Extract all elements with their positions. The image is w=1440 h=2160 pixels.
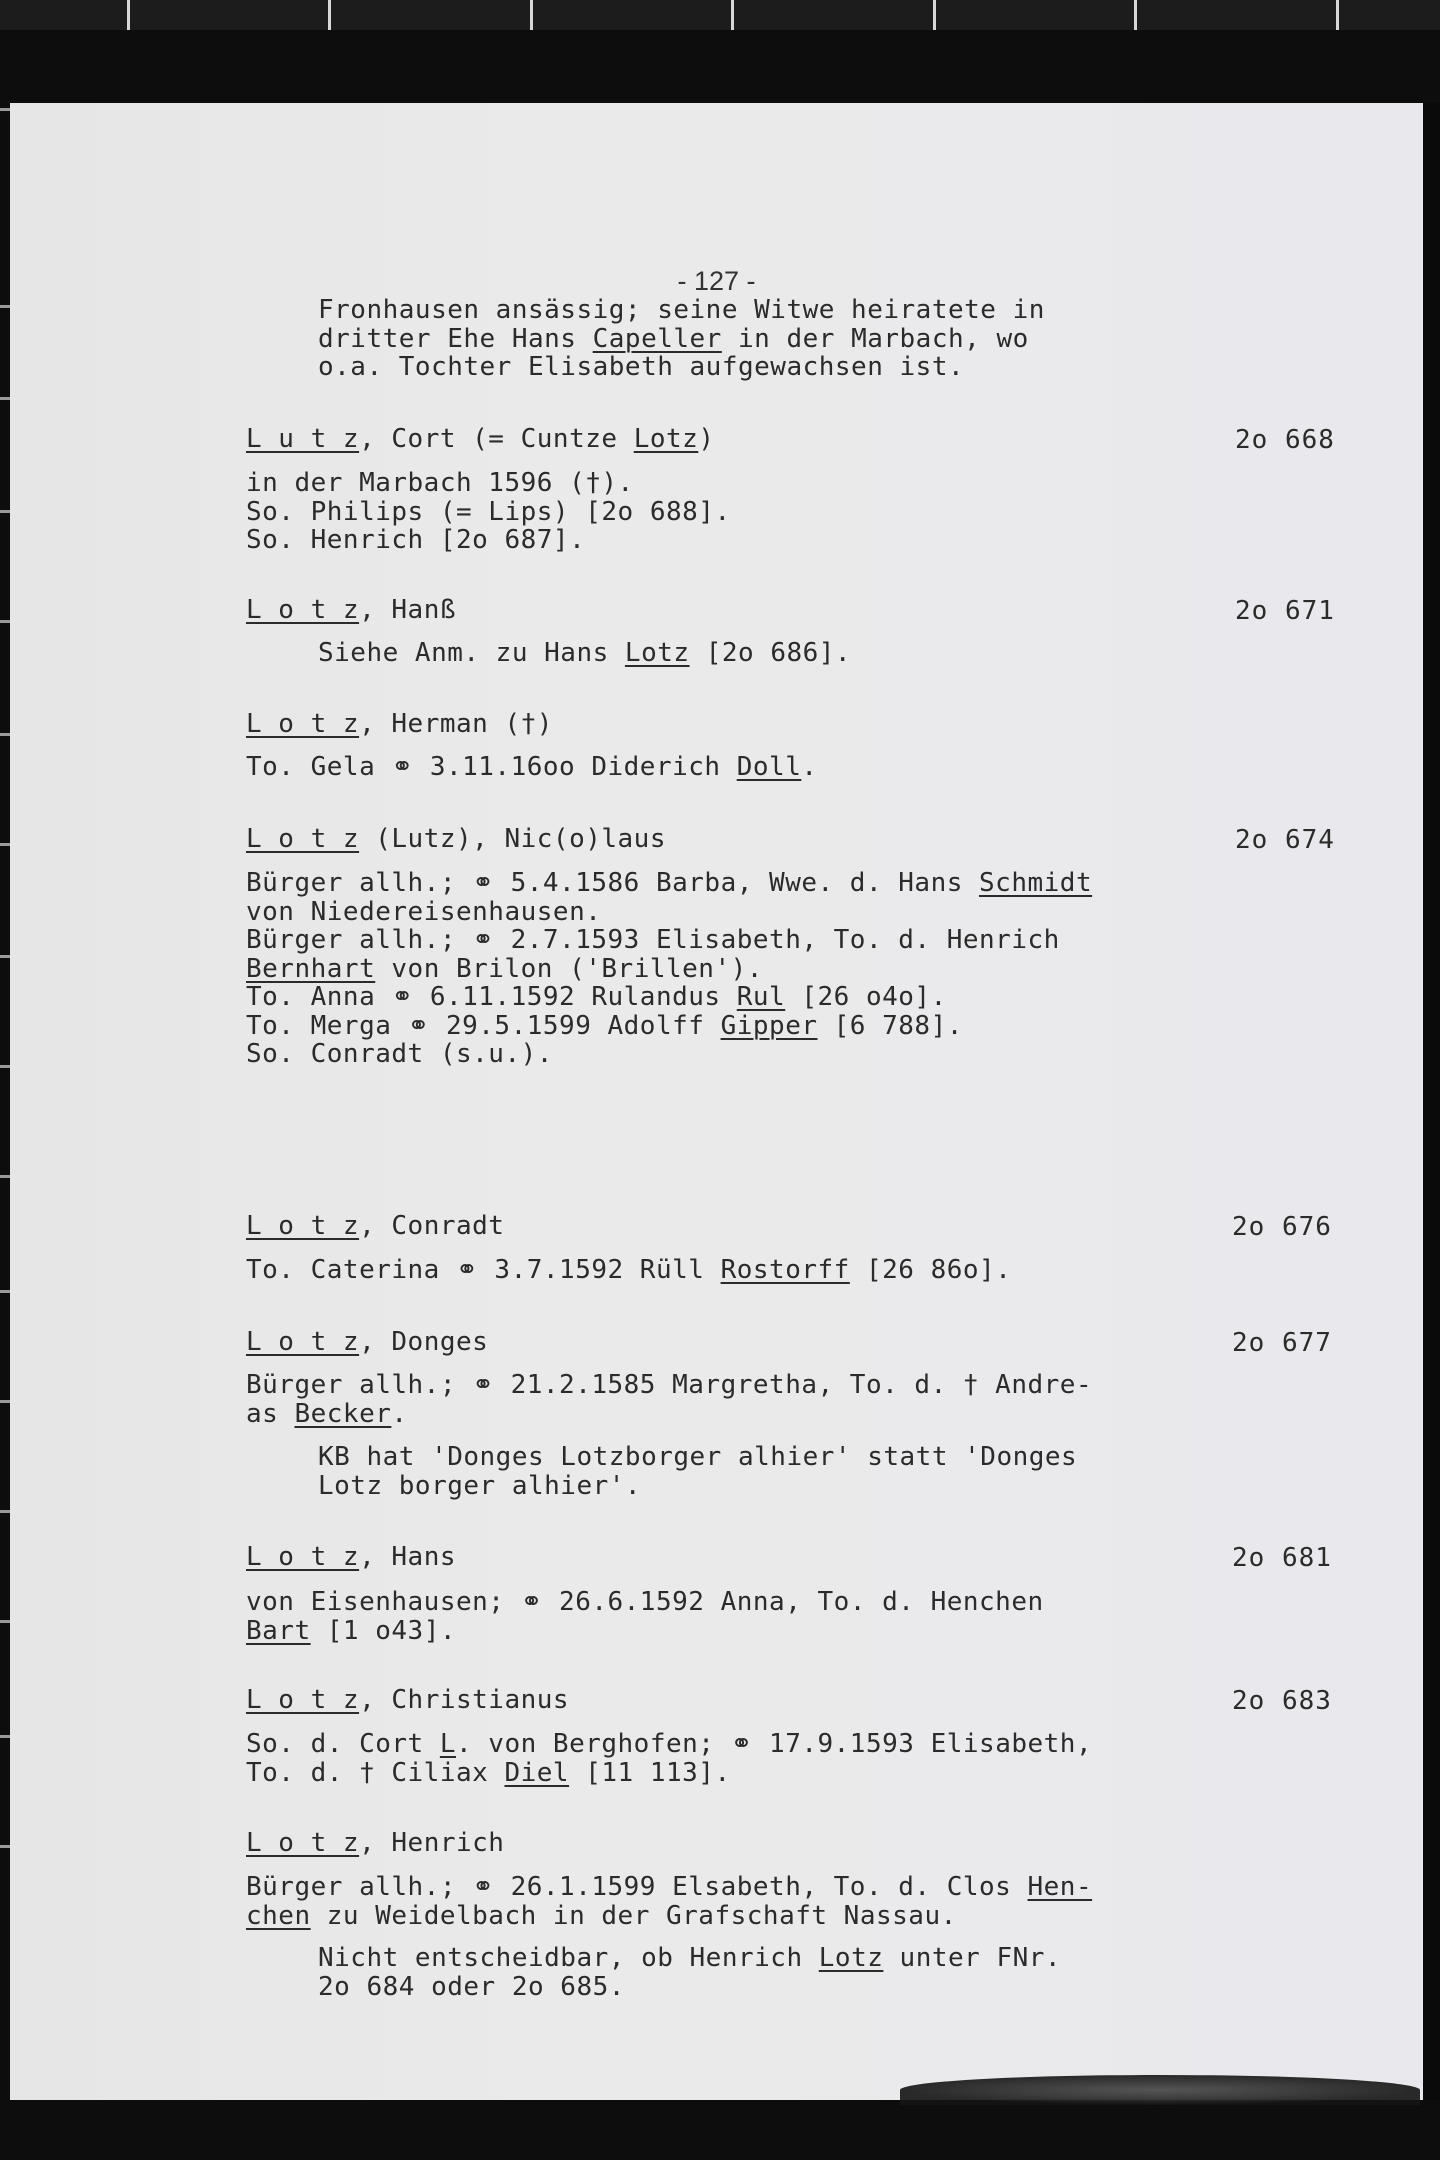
entry-heading: L o t z, Henrich [246,1828,505,1858]
underlined-name: Capeller [592,323,722,354]
surname: L o t z [246,709,360,739]
entry-note: Siehe Anm. zu Hans Lotz [2o 686]. [318,638,852,668]
ruler-tick [328,0,331,30]
scanner-ruler [0,0,1440,30]
continuation-paragraph: Fronhausen ansässig; seine Witwe heiratete in dritter Ehe Hans Capeller in der Marbach, wo o.a. Tochter Elisabeth aufgewachsen ist. [318,295,1045,382]
ruler-tick [933,0,936,30]
entry-body: Bürger allh.; ⚭ 5.4.1586 Barba, Wwe. d. Hans Schmidt von Niedereisenhausen. Bürger allh.; ⚭ 2.7.1593 Elisabeth, To. d. Henrich Bernhart von Brilon ('Brillen'). To. Anna ⚭ 6.11.1592 Rulandus Rul [26 o4o]. To. Merga ⚭ 29.5.1599 Adolff Gipper [6 788]. So. Conradt (s.u.). [246,868,1093,1069]
surname: L o t z [246,1685,360,1715]
family-number: 2o 683 [1232,1686,1332,1716]
family-number: 2o 681 [1232,1543,1332,1573]
surname: L o t z [246,595,360,625]
entry-body: To. Gela ⚭ 3.11.16oo Diderich Doll. [246,752,818,782]
entry-body: in der Marbach 1596 (†). So. Philips (= Lips) [2o 688]. So. Henrich [2o 687]. [246,468,731,555]
ruler-tick [1336,0,1339,30]
ruler-tick [731,0,734,30]
ruler-tick [530,0,533,30]
surname: L u t z [246,424,360,454]
surname: L o t z [246,1542,360,1572]
entry-heading: L o t z, Donges [246,1327,489,1357]
entry-heading: L o t z, Conradt [246,1211,505,1241]
entry-note: Nicht entscheidbar, ob Henrich Lotz unter FNr. 2o 684 oder 2o 685. [318,1943,1062,2002]
page-edge-shadow [1423,103,1440,2100]
entry-body: Bürger allh.; ⚭ 21.2.1585 Margretha, To. d. † Andre- as Becker. [246,1370,1093,1429]
entry-heading: L u t z, Cort (= Cuntze Lotz) [246,424,715,454]
surname: L o t z [246,1828,360,1858]
entry-body: Bürger allh.; ⚭ 26.1.1599 Elsabeth, To. d. Clos Hen- chen zu Weidelbach in der Grafschaft Nassau. [246,1872,1093,1931]
entry-heading: L o t z, Hanß [246,595,456,625]
surname: L o t z [246,1327,360,1357]
family-number: 2o 677 [1232,1328,1332,1358]
entry-heading: L o t z, Hans [246,1542,456,1572]
entry-note: KB hat 'Donges Lotzborger alhier' statt 'Donges Lotz borger alhier'. [318,1442,1078,1501]
ruler-tick [127,0,130,30]
family-number: 2o 674 [1235,825,1335,855]
scanner-shadow [900,2075,1420,2105]
surname: L o t z [246,1211,360,1241]
document-page [10,103,1423,2100]
family-number: 2o 671 [1235,596,1335,626]
entry-heading: L o t z (Lutz), Nic(o)laus [246,824,666,854]
entry-heading: L o t z, Christianus [246,1685,570,1715]
family-number: 2o 676 [1232,1212,1332,1242]
entry-body: von Eisenhausen; ⚭ 26.6.1592 Anna, To. d. Henchen Bart [1 o43]. [246,1587,1044,1646]
entry-heading: L o t z, Herman (†) [246,709,553,739]
ruler-tick [1134,0,1137,30]
page-number: - 127 - [677,266,756,296]
entry-body: So. d. Cort L. von Berghofen; ⚭ 17.9.1593 Elisabeth, To. d. † Ciliax Diel [11 113]. [246,1729,1093,1788]
surname: L o t z [246,824,360,854]
entry-body: To. Caterina ⚭ 3.7.1592 Rüll Rostorff [26 86o]. [246,1255,1012,1285]
family-number: 2o 668 [1235,425,1335,455]
